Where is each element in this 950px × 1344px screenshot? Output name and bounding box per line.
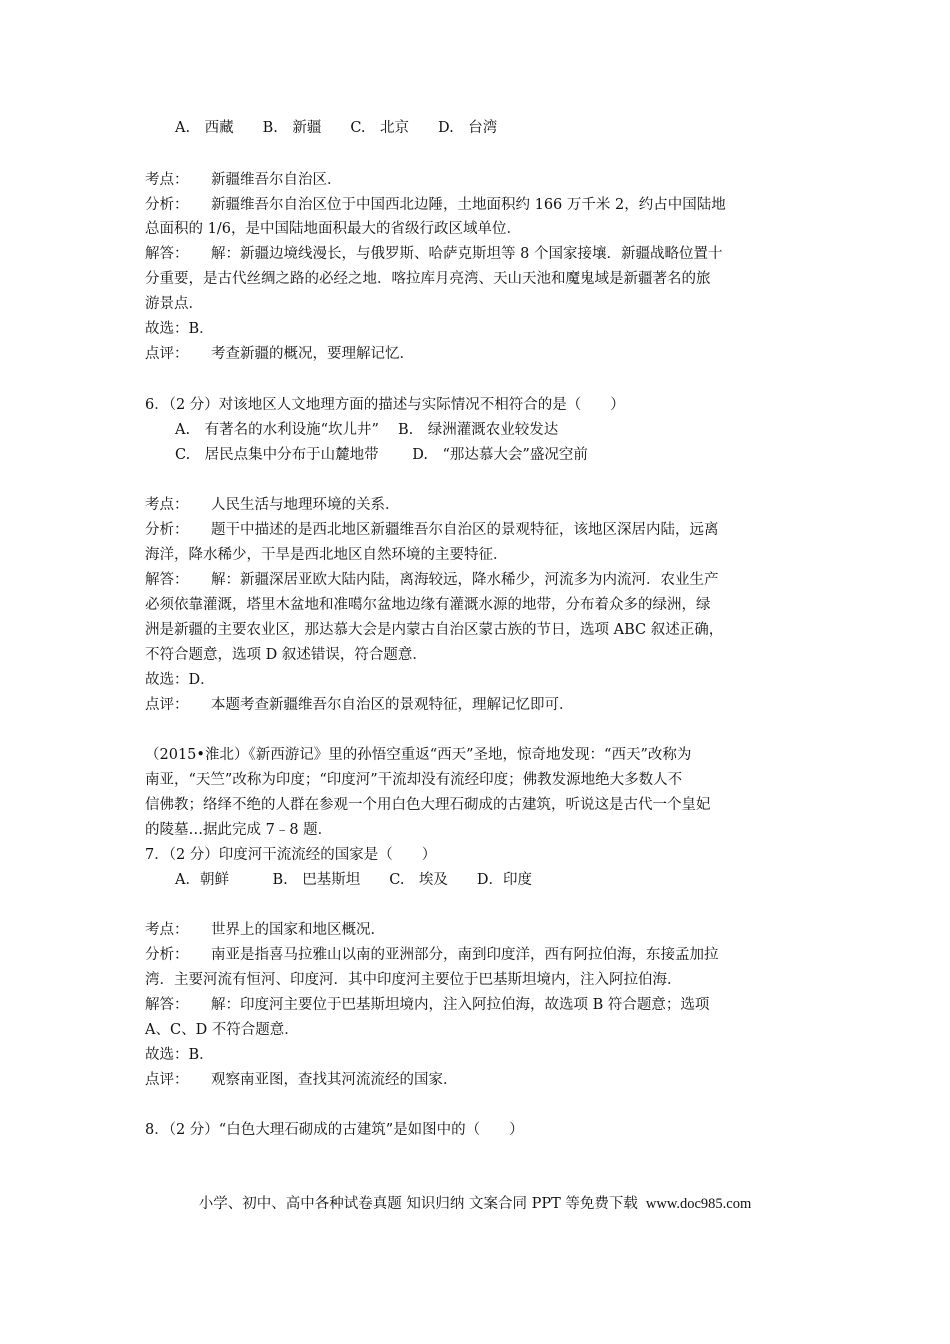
fenxi-text: 题干中描述的是西北地区新疆维吾尔自治区的景观特征，该地区深居内陆，远离 bbox=[211, 522, 719, 538]
q5-guxuan: 故选：B． bbox=[145, 321, 214, 337]
kaodian-label: 考点： bbox=[145, 497, 189, 513]
dianping-text: 观察南亚图，查找其河流流经的国家． bbox=[211, 1072, 458, 1088]
dianping-text: 考查新疆的概况，要理解记忆． bbox=[211, 346, 414, 362]
footer-url[interactable]: www.doc985.com bbox=[645, 1196, 752, 1212]
jieda-label: 解答： bbox=[145, 997, 189, 1013]
dianping-label: 点评： bbox=[145, 1072, 189, 1088]
q7-stem: 7．（2 分）印度河干流流经的国家是（ ） bbox=[145, 847, 437, 863]
dianping-label: 点评： bbox=[145, 346, 189, 362]
fenxi-label: 分析： bbox=[145, 947, 189, 963]
page-footer bbox=[0, 1192, 950, 1213]
q7-jieda-cont: A、C、D 不符合题意． bbox=[145, 1022, 299, 1038]
jieda-label: 解答： bbox=[145, 572, 189, 588]
q6-options-1: A. 有著名的水利设施“坎儿井” B. 绿洲灌溉农业较发达 bbox=[175, 422, 559, 438]
jieda-label: 解答： bbox=[145, 246, 189, 262]
q5-dianping bbox=[145, 344, 414, 364]
q6-options-2: C. 居民点集中分布于山麓地带 D. “那达慕大会”盛况空前 bbox=[175, 447, 588, 463]
passage-line-1: （2015•淮北）《新西游记》里的孙悟空重返“西天”圣地，惊奇地发现：“西天”改称为 bbox=[145, 747, 692, 763]
kaodian-label: 考点： bbox=[145, 172, 189, 188]
dianping-text: 本题考查新疆维吾尔自治区的景观特征，理解记忆即可． bbox=[211, 697, 574, 713]
q6-dianping bbox=[145, 695, 574, 715]
dianping-label: 点评： bbox=[145, 697, 189, 713]
q6-fenxi-cont: 海洋，降水稀少，干旱是西北地区自然环境的主要特征． bbox=[145, 547, 508, 563]
kaodian-text: 新疆维吾尔自治区． bbox=[211, 172, 342, 188]
q5-fenxi-cont: 总面积的 1/6，是中国陆地面积最大的省级行政区域单位． bbox=[145, 221, 521, 237]
q6-kaodian bbox=[145, 495, 400, 515]
jieda-text: 解：印度河主要位于巴基斯坦境内，注入阿拉伯海，故选项 B 符合题意；选项 bbox=[211, 997, 710, 1013]
fenxi-text: 南亚是指喜马拉雅山以南的亚洲部分，南到印度洋，西有阿拉伯海，东接孟加拉 bbox=[211, 947, 719, 963]
footer-text: 小学、初中、高中各种试卷真题 知识归纳 文案合同 PPT 等免费下载 bbox=[198, 1196, 638, 1212]
q6-jieda bbox=[145, 570, 719, 590]
q7-jieda bbox=[145, 995, 709, 1015]
q5-jieda bbox=[145, 244, 722, 264]
passage-line-3: 信佛教；络绎不绝的人群在参观一个用白色大理石砌成的古建筑，听说这是古代一个皇妃 bbox=[145, 797, 711, 813]
q7-fenxi-cont: 湾．主要河流有恒河、印度河．其中印度河主要位于巴基斯坦境内，注入阿拉伯海． bbox=[145, 972, 682, 988]
q5-options: A. 西藏 B. 新疆 C. 北京 D. 台湾 bbox=[175, 120, 498, 136]
q6-fenxi bbox=[145, 520, 719, 540]
kaodian-text: 世界上的国家和地区概况． bbox=[211, 922, 385, 938]
q7-options: A．朝鲜 B. 巴基斯坦 C. 埃及 D．印度 bbox=[175, 872, 533, 888]
q7-fenxi bbox=[145, 945, 719, 965]
q5-kaodian bbox=[145, 170, 342, 190]
jieda-text: 解：新疆边境线漫长，与俄罗斯、哈萨克斯坦等 8 个国家接壤．新疆战略位置十 bbox=[211, 246, 723, 262]
passage-line-2: 南亚，“天竺”改称为印度；“印度河”干流却没有流经印度；佛教发源地绝大多数人不 bbox=[145, 772, 683, 788]
q6-guxuan: 故选：D． bbox=[145, 672, 215, 688]
q7-guxuan: 故选：B． bbox=[145, 1047, 214, 1063]
fenxi-label: 分析： bbox=[145, 197, 189, 213]
q7-kaodian bbox=[145, 920, 385, 940]
q6-jieda-cont-2: 洲是新疆的主要农业区，那达慕大会是内蒙古自治区蒙古族的节日，选项 ABC 叙述正确， bbox=[145, 622, 724, 638]
q6-stem: 6．（2 分）对该地区人文地理方面的描述与实际情况不相符合的是（ ） bbox=[145, 397, 625, 413]
q5-jieda-cont-2: 游景点． bbox=[145, 296, 203, 312]
q5-fenxi bbox=[145, 195, 726, 215]
fenxi-text: 新疆维吾尔自治区位于中国西北边陲，土地面积约 166 万千米 2，约占中国陆地 bbox=[211, 197, 726, 213]
q6-jieda-cont-1: 必须依靠灌溉，塔里木盆地和准噶尔盆地边缘有灌溉水源的地带，分布着众多的绿洲，绿 bbox=[145, 597, 711, 613]
q8-stem: 8．（2 分）“白色大理石砌成的古建筑”是如图中的（ ） bbox=[145, 1122, 524, 1138]
passage-line-4: 的陵墓…据此完成 7﹣8 题． bbox=[145, 822, 333, 838]
q7-dianping bbox=[145, 1070, 458, 1090]
q6-jieda-cont-3: 不符合题意，选项 D 叙述错误，符合题意． bbox=[145, 647, 427, 663]
jieda-text: 解：新疆深居亚欧大陆内陆，离海较远，降水稀少，河流多为内流河．农业生产 bbox=[211, 572, 719, 588]
kaodian-text: 人民生活与地理环境的关系． bbox=[211, 497, 400, 513]
fenxi-label: 分析： bbox=[145, 522, 189, 538]
q5-jieda-cont-1: 分重要，是古代丝绸之路的必经之地．喀拉库月亮湾、天山天池和魔鬼域是新疆著名的旅 bbox=[145, 271, 711, 287]
kaodian-label: 考点： bbox=[145, 922, 189, 938]
